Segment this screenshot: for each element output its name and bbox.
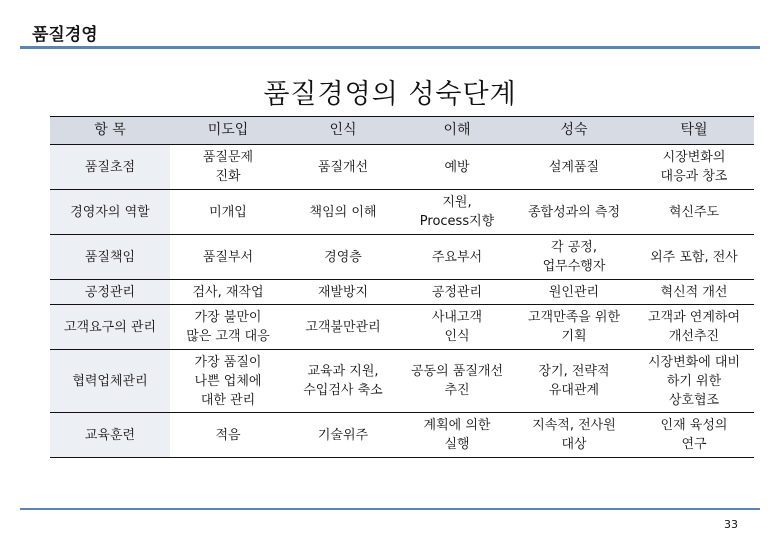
table-cell: 각 공정, 업무수행자 [514, 235, 634, 280]
table-row [50, 413, 754, 458]
table-cell: 품질부서 [170, 235, 286, 280]
table-cell: 재발방지 [286, 280, 400, 305]
table-cell: 인재 육성의 연구 [634, 413, 754, 458]
table-row [50, 280, 754, 305]
table-cell: 원인관리 [514, 280, 634, 305]
table-cell: 미개입 [170, 190, 286, 235]
row-label: 공정관리 [50, 280, 170, 305]
table-cell: 사내고객 인식 [400, 305, 514, 350]
page-number: 33 [724, 518, 738, 531]
table-cell: 가장 불만이 많은 고객 대응 [170, 305, 286, 350]
table-cell: 혁신적 개선 [634, 280, 754, 305]
table-cell: 혁신주도 [634, 190, 754, 235]
table-cell: 지속적, 전사원 대상 [514, 413, 634, 458]
row-label: 교육훈련 [50, 413, 170, 458]
table-row [50, 145, 754, 190]
row-label: 고객요구의 관리 [50, 305, 170, 350]
table-cell: 공동의 품질개선 추진 [400, 350, 514, 413]
slide-title: 품질경영의 성숙단계 [263, 79, 517, 110]
table-cell: 장기, 전략적 유대관계 [514, 350, 634, 413]
column-header-not-introduced: 미도입 [170, 117, 286, 145]
table-row [50, 235, 754, 280]
row-label: 품질초점 [50, 145, 170, 190]
row-label: 경영자의 역할 [50, 190, 170, 235]
column-header-item: 항 목 [50, 117, 170, 145]
table-cell: 가장 품질이 나쁜 업체에 대한 관리 [170, 350, 286, 413]
table-row [50, 190, 754, 235]
maturity-stages-table [50, 116, 754, 458]
table-cell: 주요부서 [400, 235, 514, 280]
table-cell: 기술위주 [286, 413, 400, 458]
table-row [50, 350, 754, 413]
table-cell: 종합성과의 측정 [514, 190, 634, 235]
table-cell: 품질문제 진화 [170, 145, 286, 190]
table-cell: 교육과 지원, 수입검사 축소 [286, 350, 400, 413]
table-cell: 시장변화의 대응과 창조 [634, 145, 754, 190]
table-cell: 설계품질 [514, 145, 634, 190]
row-label: 품질책임 [50, 235, 170, 280]
section-title: 품질경영 [32, 25, 98, 45]
table-cell: 고객만족을 위한 기획 [514, 305, 634, 350]
header-divider [20, 46, 760, 49]
table-cell: 외주 포함, 전사 [634, 235, 754, 280]
footer-divider [20, 508, 760, 510]
table-cell: 검사, 재작업 [170, 280, 286, 305]
table-cell: 지원, Process지향 [400, 190, 514, 235]
table-cell: 경영층 [286, 235, 400, 280]
table-cell: 고객불만관리 [286, 305, 400, 350]
column-header-understanding: 이해 [400, 117, 514, 145]
table-cell: 시장변화에 대비 하기 위한 상호협조 [634, 350, 754, 413]
column-header-maturity: 성숙 [514, 117, 634, 145]
row-label: 협력업체관리 [50, 350, 170, 413]
table-cell: 고객과 연계하여 개선추진 [634, 305, 754, 350]
table-header-row [50, 117, 754, 145]
table-cell: 공정관리 [400, 280, 514, 305]
table-cell: 품질개선 [286, 145, 400, 190]
column-header-awareness: 인식 [286, 117, 400, 145]
table-row [50, 305, 754, 350]
table-cell: 예방 [400, 145, 514, 190]
table-cell: 계획에 의한 실행 [400, 413, 514, 458]
table-cell: 적음 [170, 413, 286, 458]
column-header-excellence: 탁월 [634, 117, 754, 145]
table-cell: 책임의 이해 [286, 190, 400, 235]
